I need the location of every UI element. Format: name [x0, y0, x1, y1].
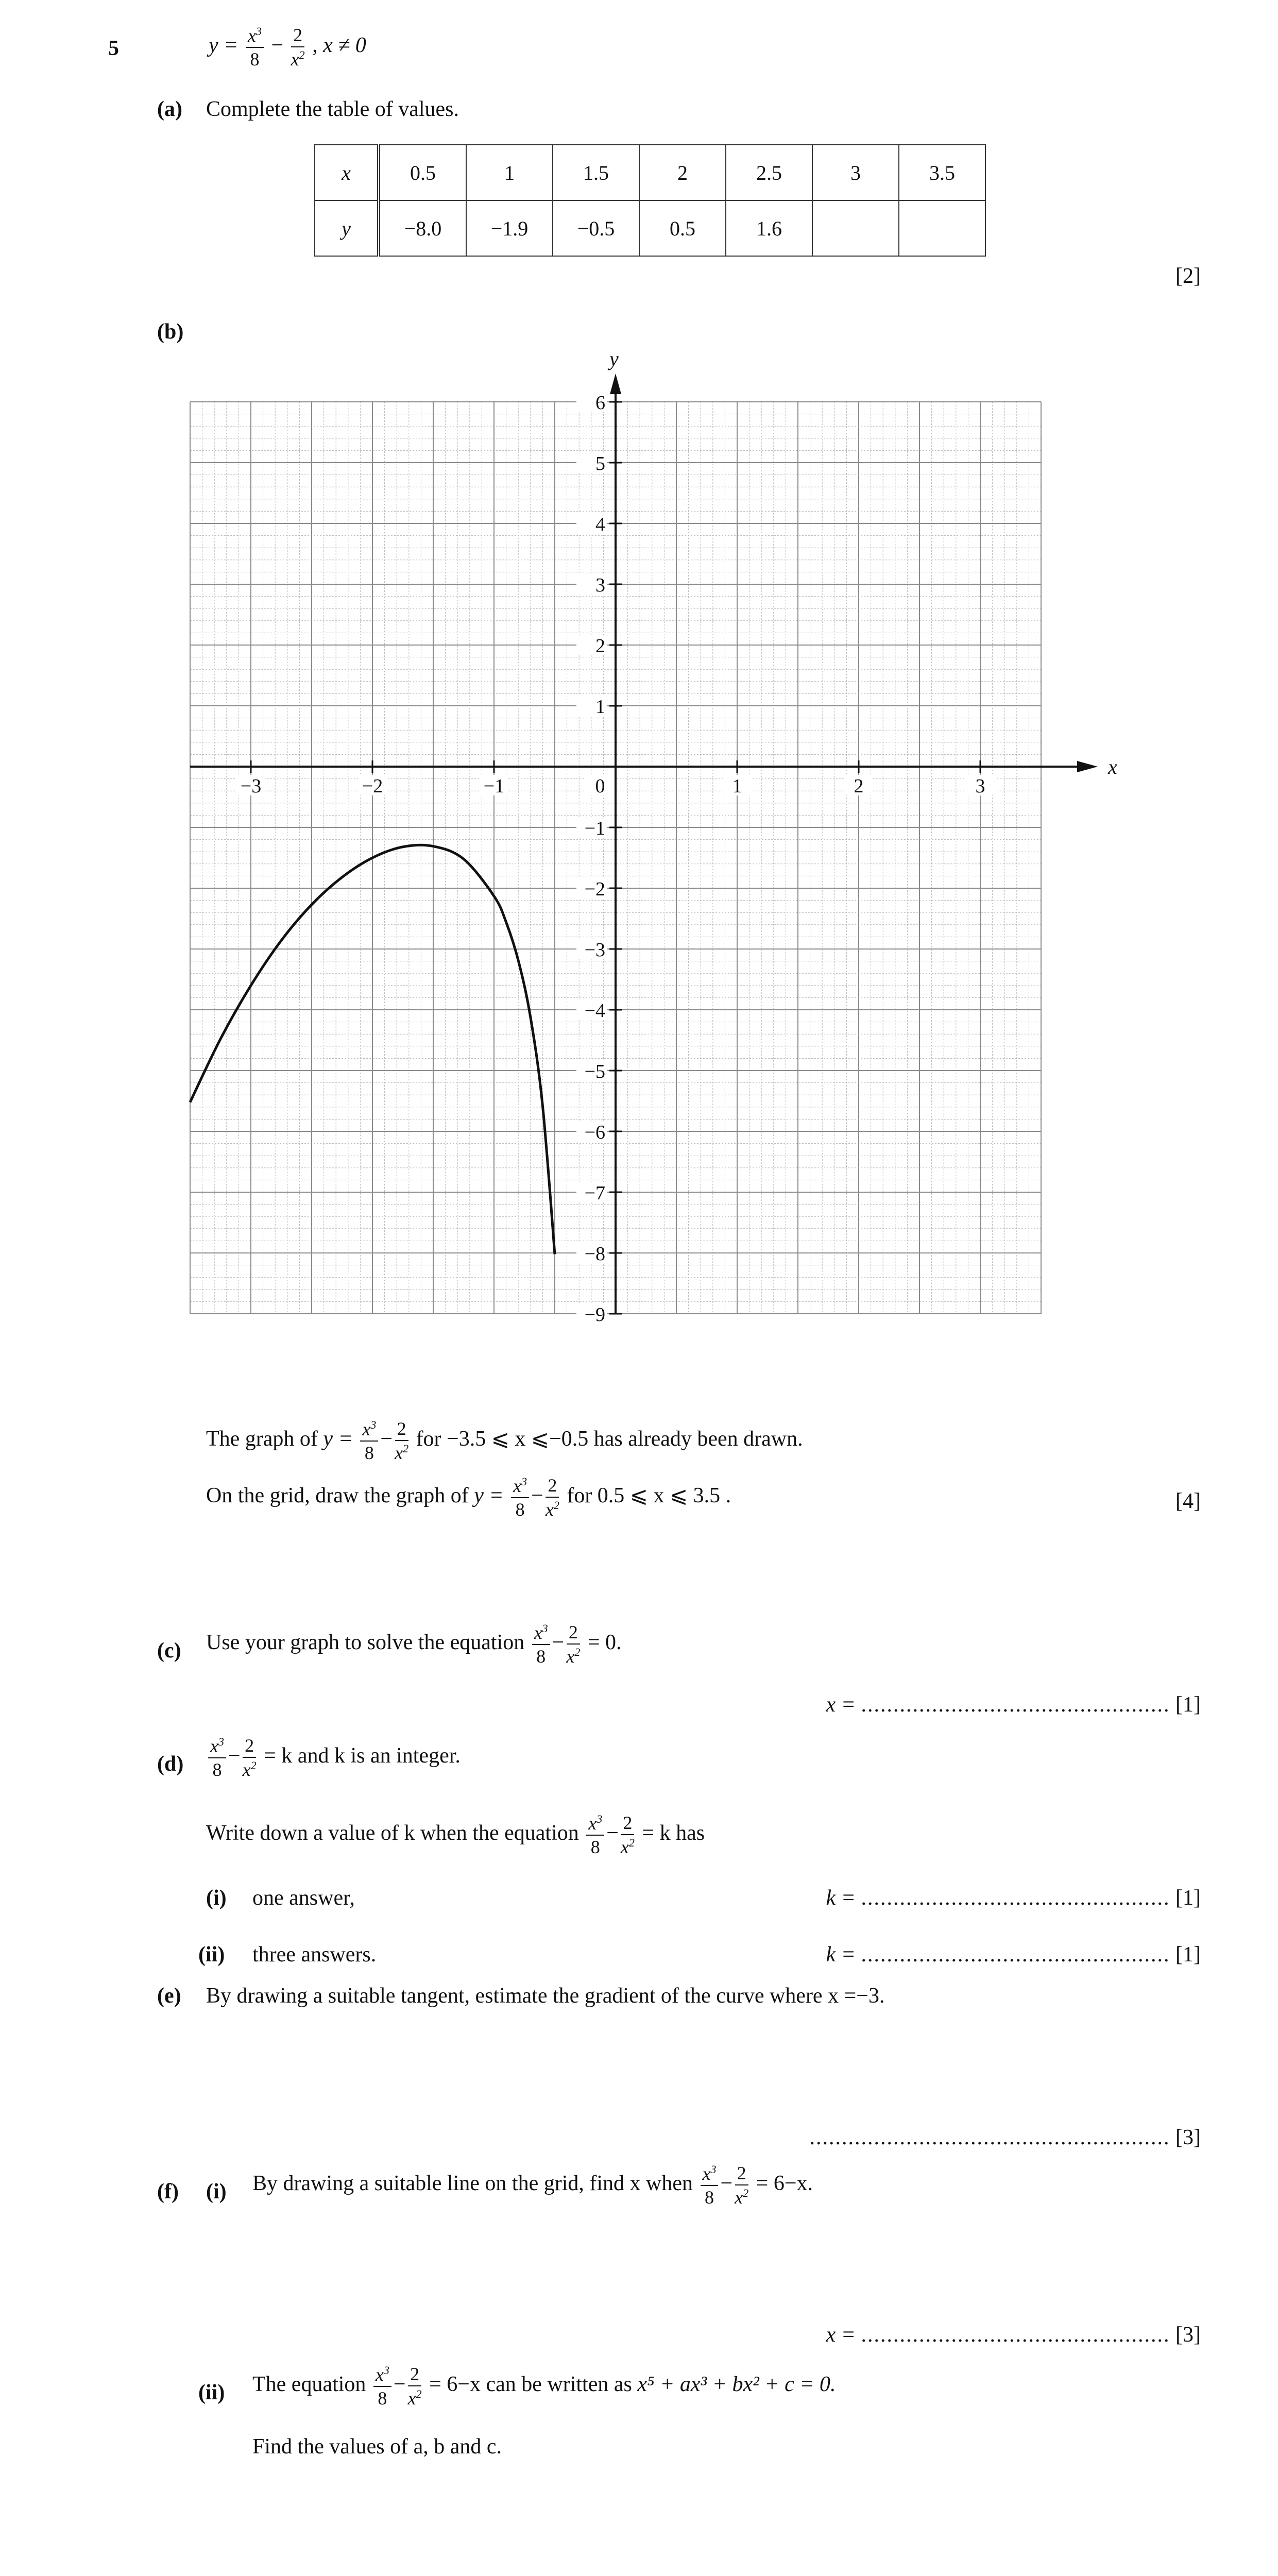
part-e-answer[interactable]: ........................................................ [3]	[809, 2126, 1201, 2149]
part-f-ii-text: The equation $\frac{x^3}{8}$ − $\frac{2}{x^2}$ = 6−x can be written as x⁵ + ax³ + bx² + c = 0.	[252, 2364, 836, 2409]
y-tick-label: −6	[584, 1122, 605, 1143]
table-cell: −1.9	[466, 200, 553, 256]
table-cell: 1	[466, 145, 553, 200]
table-header-x: x	[315, 145, 379, 200]
part-b-line1: The graph of y = $\frac{x^3}{8}$ − $\frac{2}{x^2}$ for −3.5 ⩽ x ⩽−0.5 has already been drawn.	[206, 1418, 803, 1463]
table-cell: 0.5	[639, 200, 726, 256]
y-tick-label: 2	[595, 635, 605, 657]
y-axis-arrow	[610, 374, 621, 394]
table-cell: 3.5	[899, 145, 985, 200]
y-tick-label: −9	[584, 1304, 605, 1324]
y-tick-label: −5	[584, 1061, 605, 1082]
y-axis-label: y	[609, 347, 619, 370]
answer-cell[interactable]	[812, 200, 899, 256]
part-a-text: Complete the table of values.	[206, 97, 459, 121]
part-b-marks: [4]	[1175, 1489, 1201, 1513]
table-cell: 0.5	[379, 145, 466, 200]
y-tick-label: −7	[584, 1182, 605, 1204]
part-d-ii-text: three answers.	[252, 1943, 377, 1967]
part-f-i-label: (i)	[206, 2180, 227, 2204]
y-tick-label: 4	[595, 514, 605, 535]
part-f-ii-label: (ii)	[198, 2381, 225, 2404]
part-f-i-text: By drawing a suitable line on the grid, find x when $\frac{x^3}{8}$ − $\frac{2}{x^2}$ = 6−x.	[252, 2163, 813, 2208]
x-tick-label: 2	[854, 775, 864, 797]
table-cell: 1.5	[553, 145, 639, 200]
y-tick-label: −4	[584, 1000, 605, 1022]
part-f-ii-find: Find the values of a, b and c.	[252, 2435, 502, 2459]
y-tick-label: 5	[595, 453, 605, 474]
table-header-y: y	[315, 200, 379, 256]
part-c-answer[interactable]: x = ................................................ [1]	[826, 1693, 1201, 1717]
table-cell: 1.6	[726, 200, 812, 256]
part-d-i-label: (i)	[206, 1886, 227, 1910]
y-tick-label: −3	[584, 939, 605, 961]
x-tick-label: −1	[483, 775, 505, 797]
part-d-instruction: Write down a value of k when the equation $\frac{x^3}{8}$ − $\frac{2}{x^2}$ = k has	[206, 1812, 705, 1857]
question-equation: y = $\frac{x^3}{8}$ − $\frac{2}{x^2}$ , x ≠ 0	[209, 25, 366, 70]
table-of-values	[314, 144, 986, 257]
part-d-text: $\frac{x^3}{8}$ − $\frac{2}{x^2}$ = k and k is an integer.	[206, 1736, 461, 1779]
y-tick-label: −2	[584, 878, 605, 900]
table-cell: 3	[812, 145, 899, 200]
part-a-marks: [2]	[1175, 264, 1201, 288]
table-cell: −8.0	[379, 200, 466, 256]
part-a-label: (a)	[157, 97, 182, 121]
x-tick-label: −3	[240, 775, 262, 797]
y-tick-label: −8	[584, 1243, 605, 1265]
x-axis-arrow	[1077, 761, 1098, 772]
x-axis-label: x	[1108, 755, 1117, 778]
table-cell: −0.5	[553, 200, 639, 256]
part-d-ii-label: (ii)	[198, 1943, 225, 1967]
part-e-label: (e)	[157, 1984, 181, 2008]
x-tick-label: 1	[732, 775, 742, 797]
table-row-y	[315, 200, 985, 256]
y-tick-label: 1	[595, 696, 605, 718]
part-f-i-answer[interactable]: x = ................................................ [3]	[826, 2323, 1201, 2347]
part-d-i-text: one answer,	[252, 1886, 355, 1910]
y-tick-label: 6	[595, 392, 605, 414]
part-c-text: Use your graph to solve the equation $\frac{x^3}{8}$ − $\frac{2}{x^2}$ = 0.	[206, 1622, 622, 1667]
x-tick-label: 0	[595, 775, 605, 797]
x-tick-label: 3	[975, 775, 985, 797]
x-tick-label: −2	[362, 775, 383, 797]
question-number: 5	[108, 37, 119, 60]
y-tick-label: −1	[584, 818, 605, 839]
graph-grid[interactable]	[0, 335, 1278, 1324]
part-d-i-answer[interactable]: k = ................................................ [1]	[826, 1886, 1201, 1910]
part-b-label: (b)	[157, 320, 184, 344]
table-cell: 2	[639, 145, 726, 200]
part-d-label: (d)	[157, 1752, 184, 1776]
part-b-line2: On the grid, draw the graph of y = $\frac{x^3}{8}$ − $\frac{2}{x^2}$ for 0.5 ⩽ x ⩽ 3.5 .	[206, 1475, 731, 1520]
table-row-x	[315, 145, 985, 200]
answer-cell[interactable]	[899, 200, 985, 256]
part-c-label: (c)	[157, 1639, 181, 1663]
axes	[190, 374, 1098, 1314]
part-d-ii-answer[interactable]: k = ................................................ [1]	[826, 1943, 1201, 1967]
table-cell: 2.5	[726, 145, 812, 200]
part-f-label: (f)	[157, 2180, 179, 2204]
part-e-text: By drawing a suitable tangent, estimate the gradient of the curve where x =−3.	[206, 1984, 885, 2008]
y-tick-label: 3	[595, 574, 605, 596]
